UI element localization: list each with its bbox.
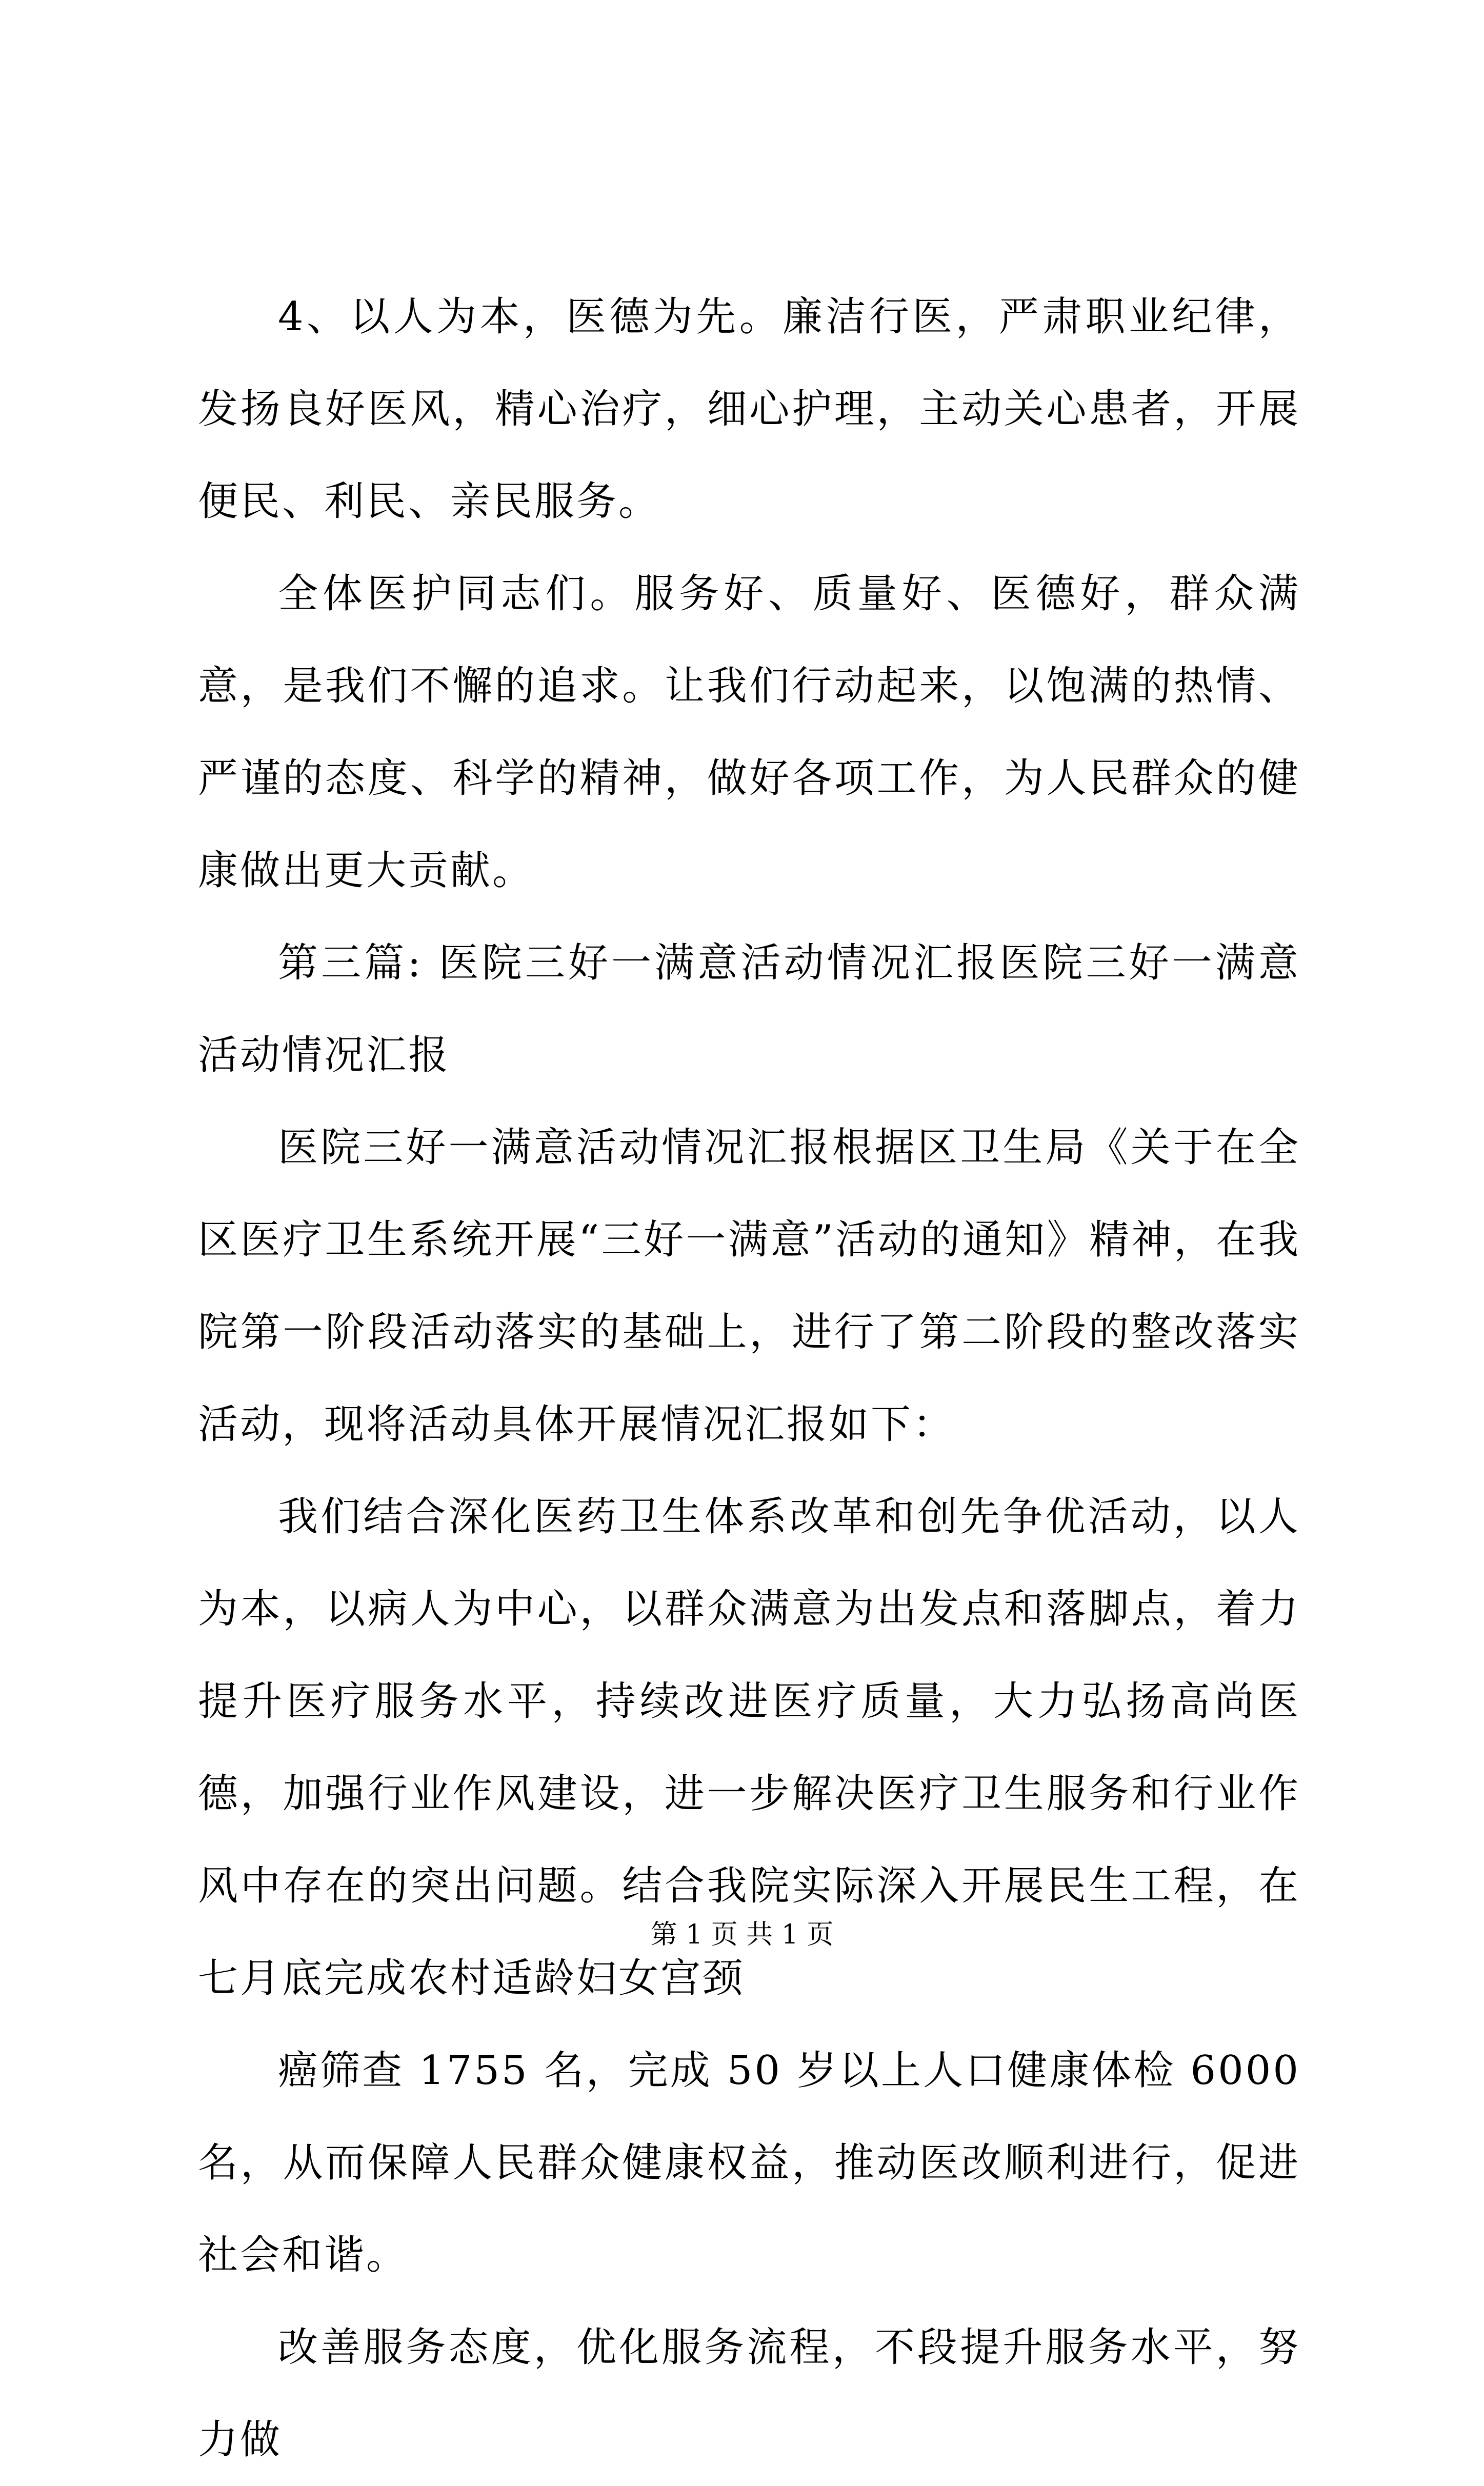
section-heading: 第三篇: 医院三好一满意活动情况汇报医院三好一满意活动情况汇报 [198,940,1300,1078]
paragraph: 全体医护同志们。服务好、质量好、医德好，群众满意，是我们不懈的追求。让我们行动起来，以饱满的热情、严谨的态度、科学的精神，做好各项工作，为人民群众的健康做出更大贡献。 [198,571,1300,894]
paragraph: 4、以人为本，医德为先。廉洁行医，严肃职业纪律，发扬良好医风，精心治疗，细心护理，主动关心患者，开展便民、利民、亲民服务。 [198,294,1300,525]
paragraph: 改善服务态度，优化服务流程，不段提升服务水平，努力做 [198,2324,1300,2463]
paragraph: 癌筛查 1755 名，完成 50 岁以上人口健康体检 6000 名，从而保障人民群众健康权益，推动医改顺利进行，促进社会和谐。 [198,2048,1300,2278]
paragraph: 医院三好一满意活动情况汇报根据区卫生局《关于在全区医疗卫生系统开展“三好一满意”活动的通知》精神，在我院第一阶段活动落实的基础上，进行了第二阶段的整改落实活动，现将活动具体开展情况汇报如下： [198,1125,1300,1448]
document-body [198,271,1300,2486]
page-footer: 第 1 页 共 1 页 [650,1919,834,1950]
paragraph: 我们结合深化医药卫生体系改革和创先争优活动，以人为本，以病人为中心，以群众满意为出发点和落脚点，着力提升医疗服务水平，持续改进医疗质量，大力弘扬高尚医德，加强行业作风建设，进一步解决医疗卫生服务和行业作风中存在的突出问题。结合我院实际深入开展民生工程，在七月底完成农村适龄妇女宫颈 [198,1494,1300,2001]
